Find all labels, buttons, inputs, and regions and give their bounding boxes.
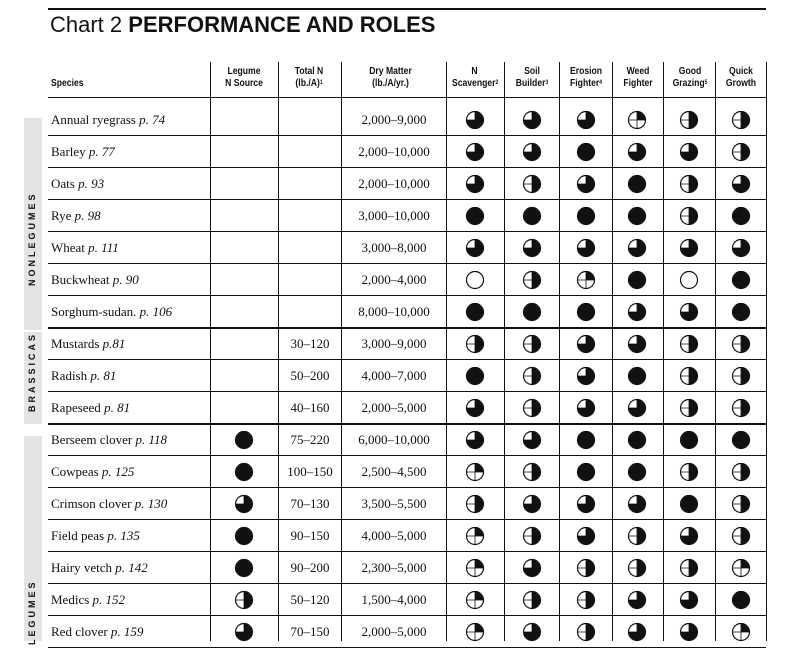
total-n-value — [279, 168, 341, 200]
rating-icon — [522, 622, 542, 647]
rating-icon — [731, 558, 751, 583]
rating-icon — [731, 366, 751, 391]
species-page-ref: p. 90 — [112, 272, 139, 287]
species-label: Wheat — [51, 240, 89, 255]
header-weed-line1: Weed — [626, 65, 650, 77]
dry-matter-value: 2,000–5,000 — [361, 624, 427, 639]
rating-icon — [522, 590, 542, 615]
header-good-grazing — [669, 65, 712, 89]
total-n-value — [279, 200, 341, 232]
species-label: Rye — [51, 208, 75, 223]
rating-icon — [627, 270, 647, 295]
species-page-ref: p.81 — [102, 336, 126, 351]
species-label: Cowpeas — [51, 464, 102, 479]
header-erosion-fighter — [565, 65, 608, 89]
rating-icon — [679, 526, 699, 551]
dry-matter-value: 3,000–9,000 — [361, 336, 427, 351]
rating-icon — [465, 174, 485, 199]
species-name — [51, 296, 172, 328]
rating-icon — [522, 526, 542, 551]
column-divider — [210, 62, 211, 641]
header-totaln-line1: Total N — [294, 65, 324, 77]
total-n-value: 70–150 — [290, 624, 330, 639]
species-label: Radish — [51, 368, 91, 383]
column-divider — [663, 62, 664, 641]
total-n-value: 50–200 — [290, 368, 330, 383]
header-rule — [48, 97, 766, 98]
group-label-nonlegumes: NONLEGUMES — [27, 191, 37, 286]
species-name — [51, 488, 167, 520]
total-n-value: 50–120 — [290, 592, 330, 607]
species-label: Oats — [51, 176, 79, 191]
total-n-value: 40–160 — [290, 400, 330, 415]
species-label: Annual ryegrass — [51, 112, 140, 127]
dry-matter-value: 8,000–10,000 — [358, 304, 430, 319]
rating-icon — [576, 334, 596, 359]
rating-icon — [465, 526, 485, 551]
legume-rating-icon — [234, 622, 254, 647]
species-page-ref: p. 81 — [90, 368, 117, 383]
rating-icon — [627, 174, 647, 199]
rating-icon — [465, 142, 485, 167]
rating-icon — [627, 302, 647, 327]
rating-icon — [679, 270, 699, 295]
rating-icon — [627, 558, 647, 583]
column-divider — [504, 62, 505, 641]
dry-matter-value: 2,000–10,000 — [358, 176, 430, 191]
species-name — [51, 520, 140, 552]
total-n-value: 100–150 — [287, 464, 333, 479]
dry-matter-value: 3,500–5,500 — [361, 496, 427, 511]
species-label: Buckwheat — [51, 272, 113, 287]
rating-icon — [465, 366, 485, 391]
column-divider — [766, 62, 767, 641]
total-n-value — [279, 232, 341, 264]
species-label: Crimson clover — [51, 496, 135, 511]
rating-icon — [465, 238, 485, 263]
rating-icon — [679, 142, 699, 167]
column-divider — [612, 62, 613, 641]
species-name — [51, 584, 125, 616]
rating-icon — [627, 110, 647, 135]
rating-icon — [679, 238, 699, 263]
dry-matter-value: 4,000–7,000 — [361, 368, 427, 383]
rating-icon — [731, 622, 751, 647]
rating-icon — [627, 206, 647, 231]
rating-icon — [627, 142, 647, 167]
header-soil-builder — [511, 65, 554, 89]
rating-icon — [522, 366, 542, 391]
header-nscav-line2: Scavenger — [451, 77, 496, 89]
rating-icon — [679, 430, 699, 455]
rating-icon — [576, 366, 596, 391]
rating-icon — [627, 462, 647, 487]
species-label: Medics — [51, 592, 93, 607]
species-page-ref: p. 159 — [110, 624, 144, 639]
dry-matter-value: 2,000–5,000 — [361, 400, 427, 415]
rating-icon — [576, 494, 596, 519]
header-quick-line1: Quick — [729, 65, 753, 77]
rating-icon — [731, 398, 751, 423]
header-graz-line1: Good — [678, 65, 702, 77]
header-legume-n-source — [216, 65, 272, 89]
dry-matter-value: 1,500–4,000 — [361, 592, 427, 607]
rating-icon — [576, 238, 596, 263]
total-n-value — [279, 104, 341, 136]
rating-icon — [522, 206, 542, 231]
species-name — [51, 136, 115, 168]
rating-icon — [731, 430, 751, 455]
header-legume-line1: Legume — [227, 65, 261, 77]
rating-icon — [731, 462, 751, 487]
rating-icon — [679, 398, 699, 423]
rating-icon — [576, 430, 596, 455]
rating-icon — [522, 110, 542, 135]
species-label: Rapeseed — [51, 400, 105, 415]
rating-icon — [679, 590, 699, 615]
species-name — [51, 616, 143, 648]
total-n-value: 90–200 — [290, 560, 330, 575]
column-divider — [446, 62, 447, 641]
total-n-value — [279, 136, 341, 168]
species-name — [51, 424, 167, 456]
rating-icon — [522, 302, 542, 327]
chart-title — [50, 12, 435, 38]
rating-icon — [465, 334, 485, 359]
rating-icon — [731, 238, 751, 263]
species-name — [51, 104, 165, 136]
header-graz-line2: Grazing — [672, 77, 705, 89]
rating-icon — [731, 110, 751, 135]
species-label: Field peas — [51, 528, 108, 543]
species-page-ref: p. 81 — [104, 400, 131, 415]
rating-icon — [627, 590, 647, 615]
header-species: Species — [51, 77, 84, 89]
header-weed-line2: Fighter — [623, 77, 653, 89]
legume-rating-icon — [234, 558, 254, 583]
rating-icon — [731, 206, 751, 231]
rating-icon — [576, 174, 596, 199]
footnote-5: 5 — [704, 80, 708, 86]
rating-icon — [465, 494, 485, 519]
rating-icon — [576, 302, 596, 327]
rating-icon — [679, 622, 699, 647]
species-label: Berseem clover — [51, 432, 136, 447]
rating-icon — [465, 430, 485, 455]
species-label: Hairy vetch — [51, 560, 116, 575]
species-name — [51, 456, 134, 488]
group-label-legumes: LEGUMES — [27, 579, 37, 645]
header-totaln-line2: (lb./A) — [295, 77, 320, 89]
rating-icon — [731, 526, 751, 551]
rating-icon — [627, 238, 647, 263]
rating-icon — [522, 430, 542, 455]
rating-icon — [731, 334, 751, 359]
legume-rating-icon — [234, 590, 254, 615]
rating-icon — [522, 558, 542, 583]
rating-icon — [576, 526, 596, 551]
species-page-ref: p. 111 — [88, 240, 119, 255]
legume-rating-icon — [234, 526, 254, 551]
rating-icon — [465, 110, 485, 135]
rating-icon — [731, 270, 751, 295]
rating-icon — [522, 238, 542, 263]
rating-icon — [576, 206, 596, 231]
header-eros-line1: Erosion — [569, 65, 603, 77]
dry-matter-value: 3,000–10,000 — [358, 208, 430, 223]
species-page-ref: p. 77 — [88, 144, 115, 159]
species-name — [51, 232, 119, 264]
species-label: Mustards — [51, 336, 103, 351]
column-divider — [715, 62, 716, 641]
footnote-3: 3 — [545, 80, 549, 86]
rating-icon — [679, 558, 699, 583]
header-n-scavenger — [452, 65, 497, 89]
rating-icon — [576, 622, 596, 647]
rating-icon — [627, 494, 647, 519]
species-page-ref: p. 142 — [115, 560, 148, 575]
species-page-ref: p. 74 — [139, 112, 166, 127]
header-legume-line2: N Source — [225, 77, 263, 89]
species-name — [51, 264, 139, 296]
species-page-ref: p. 130 — [134, 496, 168, 511]
species-name — [51, 168, 104, 200]
footnote-2: 2 — [495, 80, 499, 86]
rating-icon — [522, 174, 542, 199]
dry-matter-value: 6,000–10,000 — [358, 432, 430, 447]
rating-icon — [679, 206, 699, 231]
rating-icon — [465, 590, 485, 615]
rating-icon — [522, 270, 542, 295]
header-quick-line2: Growth — [725, 77, 757, 89]
rating-icon — [731, 590, 751, 615]
header-dry-matter — [350, 65, 431, 89]
rating-icon — [679, 110, 699, 135]
rating-icon — [627, 366, 647, 391]
species-label: Barley — [51, 144, 89, 159]
rating-icon — [731, 494, 751, 519]
rating-icon — [627, 334, 647, 359]
header-weed-fighter — [618, 65, 659, 89]
rating-icon — [627, 526, 647, 551]
rating-icon — [679, 302, 699, 327]
legume-rating-icon — [234, 462, 254, 487]
total-n-value: 75–220 — [290, 432, 330, 447]
footnote-1: 1 — [319, 80, 323, 86]
chart-title-main: PERFORMANCE AND ROLES — [128, 12, 436, 37]
rating-icon — [465, 558, 485, 583]
rating-icon — [731, 174, 751, 199]
species-page-ref: p. 135 — [107, 528, 140, 543]
rating-icon — [679, 366, 699, 391]
footnote-4: 4 — [599, 80, 602, 86]
dry-matter-value: 2,500–4,500 — [361, 464, 427, 479]
total-n-value — [279, 264, 341, 296]
rating-icon — [576, 398, 596, 423]
total-n-value: 90–150 — [290, 528, 330, 543]
total-n-value — [279, 296, 341, 328]
header-quick-growth — [721, 65, 762, 89]
dry-matter-value: 4,000–5,000 — [361, 528, 427, 543]
header-dry-line2: (lb./A/yr.) — [372, 77, 409, 89]
header-soil-line2: Builder — [515, 77, 546, 89]
rating-icon — [465, 270, 485, 295]
rating-icon — [731, 302, 751, 327]
rating-icon — [679, 174, 699, 199]
title-rule — [48, 8, 766, 10]
species-name — [51, 360, 116, 392]
rating-icon — [465, 462, 485, 487]
dry-matter-value: 2,000–9,000 — [361, 112, 427, 127]
rating-icon — [576, 142, 596, 167]
species-page-ref: p. 118 — [135, 432, 168, 447]
dry-matter-value: 2,000–10,000 — [358, 144, 430, 159]
rating-icon — [465, 622, 485, 647]
legume-rating-icon — [234, 430, 254, 455]
species-name — [51, 392, 130, 424]
header-total-n — [284, 65, 335, 89]
species-page-ref: p. 125 — [101, 464, 135, 479]
rating-icon — [627, 398, 647, 423]
rating-icon — [679, 462, 699, 487]
header-nscav-line1: N — [471, 65, 478, 77]
header-soil-line1: Soil — [524, 65, 540, 77]
total-n-value: 70–130 — [290, 496, 330, 511]
rating-icon — [576, 270, 596, 295]
species-page-ref: p. 93 — [78, 176, 105, 191]
total-n-value: 30–120 — [290, 336, 330, 351]
header-dry-line1: Dry Matter — [369, 65, 412, 77]
species-page-ref: p. 152 — [92, 592, 126, 607]
species-name — [51, 200, 101, 232]
dry-matter-value: 2,300–5,000 — [361, 560, 427, 575]
species-page-ref: p. 106 — [139, 304, 173, 319]
rating-icon — [627, 430, 647, 455]
rating-icon — [465, 206, 485, 231]
species-name — [51, 552, 148, 584]
rating-icon — [576, 110, 596, 135]
rating-icon — [576, 462, 596, 487]
rating-icon — [522, 494, 542, 519]
chart-title-prefix: Chart 2 — [50, 12, 123, 37]
rating-icon — [522, 462, 542, 487]
rating-icon — [522, 334, 542, 359]
rating-icon — [576, 558, 596, 583]
rating-icon — [465, 302, 485, 327]
column-divider — [559, 62, 560, 641]
rating-icon — [627, 622, 647, 647]
rating-icon — [465, 398, 485, 423]
rating-icon — [679, 334, 699, 359]
header-eros-line2: Fighter — [570, 77, 600, 89]
rating-icon — [731, 142, 751, 167]
species-name — [51, 328, 125, 360]
rating-icon — [679, 494, 699, 519]
species-page-ref: p. 98 — [74, 208, 101, 223]
species-label: Sorghum-sudan. — [51, 304, 140, 319]
rating-icon — [522, 398, 542, 423]
legume-rating-icon — [234, 494, 254, 519]
species-label: Red clover — [51, 624, 111, 639]
dry-matter-value: 2,000–4,000 — [361, 272, 427, 287]
group-label-brassicas: BRASSICAS — [27, 331, 37, 412]
rating-icon — [576, 590, 596, 615]
rating-icon — [522, 142, 542, 167]
dry-matter-value: 3,000–8,000 — [361, 240, 427, 255]
